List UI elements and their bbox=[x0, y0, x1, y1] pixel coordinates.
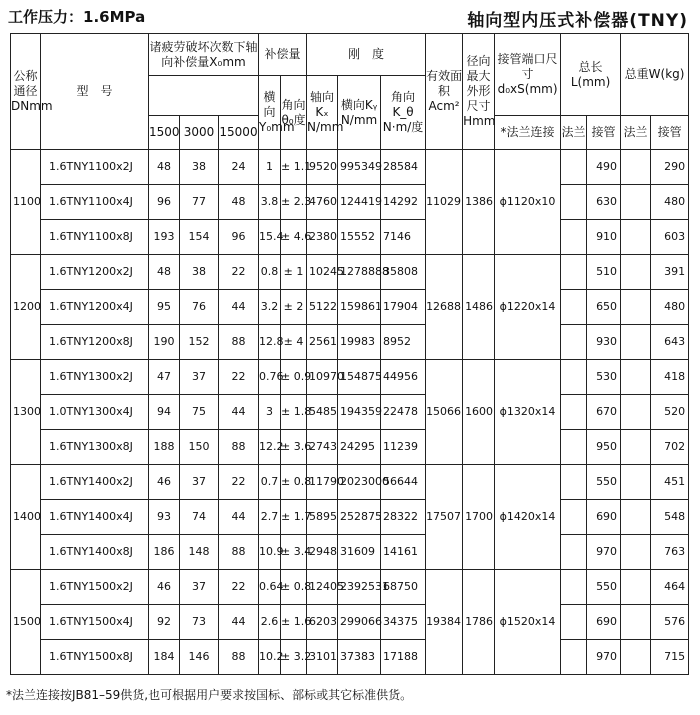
cell-kt: 7146 bbox=[381, 220, 426, 255]
cell-length-pipe: 970 bbox=[587, 535, 621, 570]
col-length-flange: 法兰 bbox=[561, 116, 587, 150]
cell-x-1500: 184 bbox=[149, 640, 180, 675]
cell-x-3000: 38 bbox=[180, 255, 219, 290]
cell-weight-pipe: 702 bbox=[651, 430, 689, 465]
cell-weight-flange bbox=[621, 325, 651, 360]
cell-model: 1.0TNY1300x4J bbox=[41, 395, 149, 430]
table-row bbox=[11, 255, 689, 290]
cell-kt: 34375 bbox=[381, 605, 426, 640]
col-pipe-flange: *法兰连接 bbox=[495, 116, 561, 150]
cell-weight-pipe: 418 bbox=[651, 360, 689, 395]
cell-x-3000: 37 bbox=[180, 360, 219, 395]
cell-theta: ± 1.7 bbox=[281, 500, 307, 535]
cell-kt: 14161 bbox=[381, 535, 426, 570]
cell-x-3000: 75 bbox=[180, 395, 219, 430]
cell-theta: ± 2.3 bbox=[281, 185, 307, 220]
cell-x-15000: 22 bbox=[219, 570, 259, 605]
cell-x-3000: 77 bbox=[180, 185, 219, 220]
cell-ky: 194359 bbox=[338, 395, 381, 430]
cell-y0: 2.6 bbox=[259, 605, 281, 640]
cell-model: 1.6TNY1200x2J bbox=[41, 255, 149, 290]
cell-y0: 3.2 bbox=[259, 290, 281, 325]
cell-height: 1600 bbox=[463, 360, 495, 465]
cell-length-flange bbox=[561, 535, 587, 570]
cell-x-15000: 44 bbox=[219, 395, 259, 430]
cell-length-pipe: 530 bbox=[587, 360, 621, 395]
cell-x-1500: 46 bbox=[149, 465, 180, 500]
cell-kx: 2380 bbox=[307, 220, 338, 255]
cell-weight-flange bbox=[621, 500, 651, 535]
cell-area: 17507 bbox=[426, 465, 463, 570]
cell-ky: 2392531 bbox=[338, 570, 381, 605]
cell-length-flange bbox=[561, 500, 587, 535]
cell-area: 15066 bbox=[426, 360, 463, 465]
cell-kt: 28322 bbox=[381, 500, 426, 535]
cell-kx: 2561 bbox=[307, 325, 338, 360]
cell-x-15000: 24 bbox=[219, 150, 259, 185]
cell-length-flange bbox=[561, 570, 587, 605]
cell-x-3000: 146 bbox=[180, 640, 219, 675]
col-weight: 总重W(kg) bbox=[621, 34, 689, 116]
cell-weight-pipe: 715 bbox=[651, 640, 689, 675]
cell-weight-flange bbox=[621, 150, 651, 185]
cell-x-15000: 88 bbox=[219, 325, 259, 360]
cell-ky: 15552 bbox=[338, 220, 381, 255]
col-height: 径向最大外形尺寸Hmm bbox=[463, 34, 495, 150]
cell-length-flange bbox=[561, 640, 587, 675]
cell-model: 1.6TNY1100x4J bbox=[41, 185, 149, 220]
col-length: 总长L(mm) bbox=[561, 34, 621, 116]
cell-theta: ± 0.8 bbox=[281, 570, 307, 605]
cell-length-pipe: 670 bbox=[587, 395, 621, 430]
cell-x-1500: 92 bbox=[149, 605, 180, 640]
cell-y0: 1 bbox=[259, 150, 281, 185]
cell-weight-pipe: 464 bbox=[651, 570, 689, 605]
col-pipe: 接管端口尺寸d₀xS(mm) bbox=[495, 34, 561, 116]
cell-x-3000: 73 bbox=[180, 605, 219, 640]
cell-y0: 3 bbox=[259, 395, 281, 430]
cell-kt: 68750 bbox=[381, 570, 426, 605]
col-compensation: 补偿量 bbox=[259, 34, 307, 76]
cell-weight-pipe: 480 bbox=[651, 290, 689, 325]
cell-y0: 0.8 bbox=[259, 255, 281, 290]
cell-x-3000: 154 bbox=[180, 220, 219, 255]
table-row bbox=[11, 430, 689, 465]
cell-kx: 9520 bbox=[307, 150, 338, 185]
col-cycles-1500: 1500 bbox=[149, 116, 180, 150]
cell-kt: 35808 bbox=[381, 255, 426, 290]
cell-length-pipe: 550 bbox=[587, 465, 621, 500]
cell-model: 1.6TNY1400x8J bbox=[41, 535, 149, 570]
cell-x-15000: 44 bbox=[219, 500, 259, 535]
working-pressure: 工作压力：1.6MPa bbox=[8, 8, 146, 26]
col-kt: 角向K_θ N·m/度 bbox=[381, 76, 426, 150]
cell-theta: ± 0.8 bbox=[281, 465, 307, 500]
cell-weight-flange bbox=[621, 465, 651, 500]
cell-weight-pipe: 520 bbox=[651, 395, 689, 430]
col-area: 有效面积Acm² bbox=[426, 34, 463, 150]
cell-x-3000: 74 bbox=[180, 500, 219, 535]
cell-kx: 3101 bbox=[307, 640, 338, 675]
cell-length-pipe: 690 bbox=[587, 500, 621, 535]
cell-kx: 2948 bbox=[307, 535, 338, 570]
cell-ky: 124419 bbox=[338, 185, 381, 220]
cell-weight-flange bbox=[621, 570, 651, 605]
cell-weight-flange bbox=[621, 220, 651, 255]
page-header bbox=[8, 6, 692, 30]
cell-kx: 6203 bbox=[307, 605, 338, 640]
cell-kx: 5122 bbox=[307, 290, 338, 325]
cell-x-3000: 152 bbox=[180, 325, 219, 360]
cell-x-3000: 38 bbox=[180, 150, 219, 185]
col-cycles-15000: 15000 bbox=[219, 116, 259, 150]
cell-x-1500: 186 bbox=[149, 535, 180, 570]
cell-x-3000: 150 bbox=[180, 430, 219, 465]
cell-pipe: ϕ1420x14 bbox=[495, 465, 561, 570]
cell-weight-pipe: 603 bbox=[651, 220, 689, 255]
table-row bbox=[11, 185, 689, 220]
cell-theta: ± 4 bbox=[281, 325, 307, 360]
cell-model: 1.6TNY1500x4J bbox=[41, 605, 149, 640]
cell-weight-pipe: 576 bbox=[651, 605, 689, 640]
cell-weight-flange bbox=[621, 535, 651, 570]
cell-weight-pipe: 548 bbox=[651, 500, 689, 535]
cell-x-15000: 88 bbox=[219, 535, 259, 570]
cell-weight-flange bbox=[621, 395, 651, 430]
cell-model: 1.6TNY1300x2J bbox=[41, 360, 149, 395]
cell-theta: ± 2 bbox=[281, 290, 307, 325]
cell-kx: 5485 bbox=[307, 395, 338, 430]
cell-x-1500: 95 bbox=[149, 290, 180, 325]
cell-kx: 10245 bbox=[307, 255, 338, 290]
cell-theta: ± 1.8 bbox=[281, 395, 307, 430]
cell-pipe: ϕ1520x14 bbox=[495, 570, 561, 675]
cell-model: 1.6TNY1100x2J bbox=[41, 150, 149, 185]
cell-ky: 995349 bbox=[338, 150, 381, 185]
cell-y0: 2.7 bbox=[259, 500, 281, 535]
cell-height: 1486 bbox=[463, 255, 495, 360]
cell-dn: 1500 bbox=[11, 570, 41, 675]
spec-table bbox=[10, 33, 689, 675]
cell-x-3000: 148 bbox=[180, 535, 219, 570]
cell-ky: 2023000 bbox=[338, 465, 381, 500]
cell-ky: 1278888 bbox=[338, 255, 381, 290]
cell-x-15000: 88 bbox=[219, 430, 259, 465]
table-row bbox=[11, 395, 689, 430]
cell-dn: 1100 bbox=[11, 150, 41, 255]
cell-weight-flange bbox=[621, 605, 651, 640]
cell-x-1500: 193 bbox=[149, 220, 180, 255]
cell-weight-pipe: 763 bbox=[651, 535, 689, 570]
col-ky: 横向Kᵧ N/mm bbox=[338, 76, 381, 150]
col-weight-flange: 法兰 bbox=[621, 116, 651, 150]
cell-kx: 4760 bbox=[307, 185, 338, 220]
cell-ky: 252875 bbox=[338, 500, 381, 535]
cell-y0: 0.64 bbox=[259, 570, 281, 605]
cell-y0: 0.7 bbox=[259, 465, 281, 500]
cell-length-flange bbox=[561, 220, 587, 255]
cell-ky: 31609 bbox=[338, 535, 381, 570]
cell-kt: 28584 bbox=[381, 150, 426, 185]
cell-x-15000: 88 bbox=[219, 640, 259, 675]
cell-kx: 10970 bbox=[307, 360, 338, 395]
cell-model: 1.6TNY1500x2J bbox=[41, 570, 149, 605]
cell-x-1500: 94 bbox=[149, 395, 180, 430]
col-kx: 轴向Kₓ N/mm bbox=[307, 76, 338, 150]
table-row bbox=[11, 325, 689, 360]
cell-kt: 44956 bbox=[381, 360, 426, 395]
cell-model: 1.6TNY1200x8J bbox=[41, 325, 149, 360]
cell-length-flange bbox=[561, 150, 587, 185]
cell-length-pipe: 490 bbox=[587, 150, 621, 185]
cell-ky: 159861 bbox=[338, 290, 381, 325]
cell-x-15000: 48 bbox=[219, 185, 259, 220]
cell-x-15000: 22 bbox=[219, 360, 259, 395]
col-stiffness: 刚 度 bbox=[307, 34, 426, 76]
cell-theta: ± 1.6 bbox=[281, 605, 307, 640]
cell-weight-pipe: 391 bbox=[651, 255, 689, 290]
cell-length-pipe: 510 bbox=[587, 255, 621, 290]
cell-weight-flange bbox=[621, 290, 651, 325]
cell-weight-flange bbox=[621, 185, 651, 220]
cell-length-pipe: 970 bbox=[587, 640, 621, 675]
cell-x-15000: 44 bbox=[219, 605, 259, 640]
cell-weight-flange bbox=[621, 640, 651, 675]
cell-ky: 37383 bbox=[338, 640, 381, 675]
cell-kt: 14292 bbox=[381, 185, 426, 220]
cell-weight-flange bbox=[621, 360, 651, 395]
cell-model: 1.6TNY1100x8J bbox=[41, 220, 149, 255]
cell-theta: ± 4.6 bbox=[281, 220, 307, 255]
cell-x-1500: 93 bbox=[149, 500, 180, 535]
col-y0: 横向Y₀mm bbox=[259, 76, 281, 150]
cell-y0: 12.2 bbox=[259, 430, 281, 465]
cell-kt: 8952 bbox=[381, 325, 426, 360]
cell-length-pipe: 550 bbox=[587, 570, 621, 605]
col-fatigue: 诸疲劳破坏次数下轴向补偿量X₀mm bbox=[149, 34, 259, 76]
cell-x-1500: 190 bbox=[149, 325, 180, 360]
cell-length-flange bbox=[561, 465, 587, 500]
table-row bbox=[11, 640, 689, 675]
cell-x-3000: 37 bbox=[180, 465, 219, 500]
cell-dn: 1300 bbox=[11, 360, 41, 465]
cell-y0: 10.9 bbox=[259, 535, 281, 570]
cell-kt: 11239 bbox=[381, 430, 426, 465]
cell-kx: 2743 bbox=[307, 430, 338, 465]
cell-length-pipe: 650 bbox=[587, 290, 621, 325]
cell-x-1500: 48 bbox=[149, 150, 180, 185]
cell-theta: ± 0.9 bbox=[281, 360, 307, 395]
col-cycles-3000: 3000 bbox=[180, 116, 219, 150]
cell-model: 1.6TNY1400x4J bbox=[41, 500, 149, 535]
table-row bbox=[11, 220, 689, 255]
cell-height: 1786 bbox=[463, 570, 495, 675]
footnote: *法兰连接按JB81–59供货,也可根据用户要求按国标、部标或其它标准供货。 bbox=[6, 688, 413, 702]
cell-y0: 10.2 bbox=[259, 640, 281, 675]
page-title: 轴向型内压式补偿器(TNY) bbox=[467, 11, 688, 31]
cell-model: 1.6TNY1300x8J bbox=[41, 430, 149, 465]
cell-x-1500: 48 bbox=[149, 255, 180, 290]
cell-theta: ± 1.1 bbox=[281, 150, 307, 185]
cell-x-15000: 44 bbox=[219, 290, 259, 325]
cell-pipe: ϕ1120x10 bbox=[495, 150, 561, 255]
cell-y0: 15.4 bbox=[259, 220, 281, 255]
cell-x-15000: 22 bbox=[219, 255, 259, 290]
cell-area: 11029 bbox=[426, 150, 463, 255]
table-row bbox=[11, 290, 689, 325]
col-length-pipe: 接管 bbox=[587, 116, 621, 150]
cell-weight-flange bbox=[621, 255, 651, 290]
cell-weight-pipe: 480 bbox=[651, 185, 689, 220]
table-row bbox=[11, 360, 689, 395]
cell-theta: ± 3.2 bbox=[281, 640, 307, 675]
cell-kx: 11790 bbox=[307, 465, 338, 500]
col-weight-pipe: 接管 bbox=[651, 116, 689, 150]
cell-weight-pipe: 643 bbox=[651, 325, 689, 360]
cell-kt: 22478 bbox=[381, 395, 426, 430]
cell-ky: 299066 bbox=[338, 605, 381, 640]
table-row bbox=[11, 605, 689, 640]
cell-x-3000: 37 bbox=[180, 570, 219, 605]
cell-x-15000: 22 bbox=[219, 465, 259, 500]
cell-x-1500: 47 bbox=[149, 360, 180, 395]
cell-ky: 154875 bbox=[338, 360, 381, 395]
cell-length-pipe: 690 bbox=[587, 605, 621, 640]
cell-height: 1386 bbox=[463, 150, 495, 255]
table-row bbox=[11, 500, 689, 535]
cell-y0: 12.8 bbox=[259, 325, 281, 360]
cell-kt: 17904 bbox=[381, 290, 426, 325]
cell-ky: 19983 bbox=[338, 325, 381, 360]
cell-length-pipe: 950 bbox=[587, 430, 621, 465]
cell-length-flange bbox=[561, 185, 587, 220]
cell-length-flange bbox=[561, 430, 587, 465]
cell-x-3000: 76 bbox=[180, 290, 219, 325]
cell-theta: ± 3.4 bbox=[281, 535, 307, 570]
cell-y0: 3.8 bbox=[259, 185, 281, 220]
cell-weight-pipe: 290 bbox=[651, 150, 689, 185]
col-theta: 角向θ₀度 bbox=[281, 76, 307, 150]
cell-kx: 12405 bbox=[307, 570, 338, 605]
cell-length-pipe: 910 bbox=[587, 220, 621, 255]
cell-x-1500: 46 bbox=[149, 570, 180, 605]
cell-dn: 1200 bbox=[11, 255, 41, 360]
cell-kt: 17188 bbox=[381, 640, 426, 675]
cell-length-flange bbox=[561, 605, 587, 640]
cell-model: 1.6TNY1200x4J bbox=[41, 290, 149, 325]
cell-model: 1.6TNY1400x2J bbox=[41, 465, 149, 500]
cell-y0: 0.76 bbox=[259, 360, 281, 395]
cell-length-flange bbox=[561, 325, 587, 360]
cell-height: 1700 bbox=[463, 465, 495, 570]
cell-theta: ± 3.6 bbox=[281, 430, 307, 465]
cell-pipe: ϕ1220x14 bbox=[495, 255, 561, 360]
cell-area: 12688 bbox=[426, 255, 463, 360]
col-dn: 公称通径DNmm bbox=[11, 34, 41, 150]
table-row bbox=[11, 535, 689, 570]
cell-length-flange bbox=[561, 395, 587, 430]
cell-length-pipe: 630 bbox=[587, 185, 621, 220]
cell-x-1500: 188 bbox=[149, 430, 180, 465]
cell-weight-pipe: 451 bbox=[651, 465, 689, 500]
table-row bbox=[11, 465, 689, 500]
cell-weight-flange bbox=[621, 430, 651, 465]
cell-model: 1.6TNY1500x8J bbox=[41, 640, 149, 675]
table-row bbox=[11, 570, 689, 605]
cell-x-1500: 96 bbox=[149, 185, 180, 220]
cell-pipe: ϕ1320x14 bbox=[495, 360, 561, 465]
cell-length-flange bbox=[561, 255, 587, 290]
cell-ky: 24295 bbox=[338, 430, 381, 465]
cell-x-15000: 96 bbox=[219, 220, 259, 255]
cell-length-pipe: 930 bbox=[587, 325, 621, 360]
cell-length-flange bbox=[561, 360, 587, 395]
cell-kx: 5895 bbox=[307, 500, 338, 535]
cell-area: 19384 bbox=[426, 570, 463, 675]
cell-kt: 56644 bbox=[381, 465, 426, 500]
cell-length-flange bbox=[561, 290, 587, 325]
cell-dn: 1400 bbox=[11, 465, 41, 570]
cell-theta: ± 1 bbox=[281, 255, 307, 290]
table-row bbox=[11, 150, 689, 185]
col-model: 型 号 bbox=[41, 34, 149, 150]
